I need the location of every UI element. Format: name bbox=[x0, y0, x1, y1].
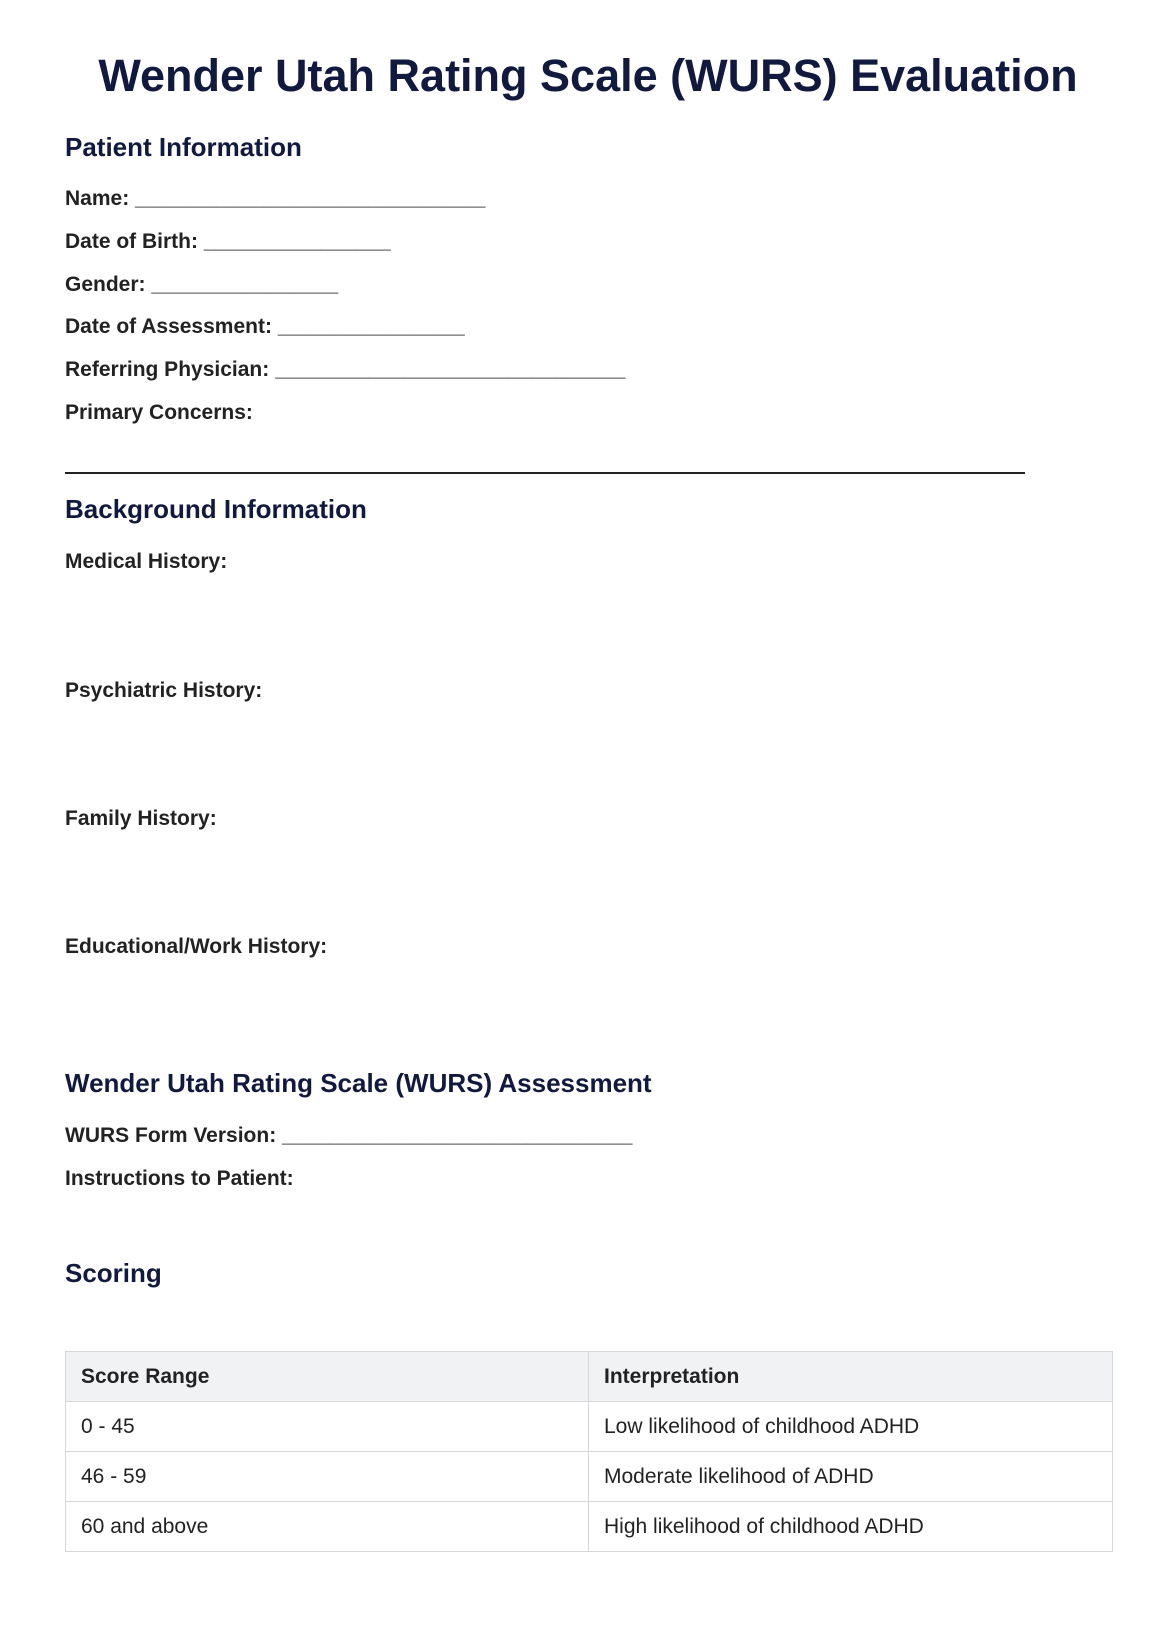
family-history-label: Family History: bbox=[65, 807, 217, 830]
patient-information-heading: Patient Information bbox=[65, 132, 302, 162]
date-of-birth-field[interactable] bbox=[65, 230, 391, 254]
score-range-cell: 0 - 45 bbox=[66, 1402, 589, 1452]
name-field[interactable] bbox=[65, 187, 485, 211]
referring-physician-label: Referring Physician: bbox=[65, 358, 270, 381]
date-of-assessment-label: Date of Assessment: bbox=[65, 315, 272, 338]
interpretation-cell: Low likelihood of childhood ADHD bbox=[589, 1402, 1113, 1452]
score-range-cell: 46 - 59 bbox=[66, 1452, 589, 1502]
date-of-birth-blank[interactable]: ________________ bbox=[203, 230, 391, 253]
date-of-birth-label: Date of Birth: bbox=[65, 230, 198, 253]
table-row bbox=[66, 1402, 1113, 1452]
instructions-to-patient-label: Instructions to Patient: bbox=[65, 1167, 294, 1190]
primary-concerns-field bbox=[65, 401, 253, 425]
wurs-assessment-heading: Wender Utah Rating Scale (WURS) Assessment bbox=[65, 1068, 652, 1098]
score-range-cell: 60 and above bbox=[66, 1502, 589, 1552]
gender-label: Gender: bbox=[65, 273, 146, 296]
date-of-assessment-field[interactable] bbox=[65, 315, 465, 339]
name-blank[interactable]: ______________________________ bbox=[135, 187, 486, 210]
referring-physician-blank[interactable]: ______________________________ bbox=[275, 358, 626, 381]
document-title: Wender Utah Rating Scale (WURS) Evaluation bbox=[98, 50, 1078, 101]
interpretation-cell: Moderate likelihood of ADHD bbox=[589, 1452, 1113, 1502]
table-header-row bbox=[66, 1352, 1113, 1402]
psychiatric-history-label: Psychiatric History: bbox=[65, 679, 263, 702]
educational-work-history-label: Educational/Work History: bbox=[65, 935, 328, 958]
gender-blank[interactable]: ________________ bbox=[151, 273, 339, 296]
medical-history-label: Medical History: bbox=[65, 550, 228, 573]
name-label: Name: bbox=[65, 187, 130, 210]
primary-concerns-label: Primary Concerns: bbox=[65, 401, 253, 424]
gender-field[interactable] bbox=[65, 273, 338, 297]
wurs-form-version-field[interactable] bbox=[65, 1124, 632, 1148]
table-row bbox=[66, 1452, 1113, 1502]
date-of-assessment-blank[interactable]: ________________ bbox=[277, 315, 465, 338]
background-information-heading: Background Information bbox=[65, 494, 367, 524]
interpretation-cell: High likelihood of childhood ADHD bbox=[589, 1502, 1113, 1552]
table-row bbox=[66, 1502, 1113, 1552]
wurs-form-version-blank[interactable]: ______________________________ bbox=[282, 1124, 633, 1147]
scoring-table bbox=[65, 1351, 1113, 1552]
score-range-header: Score Range bbox=[66, 1352, 589, 1402]
interpretation-header: Interpretation bbox=[589, 1352, 1113, 1402]
wurs-form-version-label: WURS Form Version: bbox=[65, 1124, 277, 1147]
scoring-heading: Scoring bbox=[65, 1258, 162, 1288]
primary-concerns-line[interactable] bbox=[65, 472, 1025, 474]
referring-physician-field[interactable] bbox=[65, 358, 625, 382]
